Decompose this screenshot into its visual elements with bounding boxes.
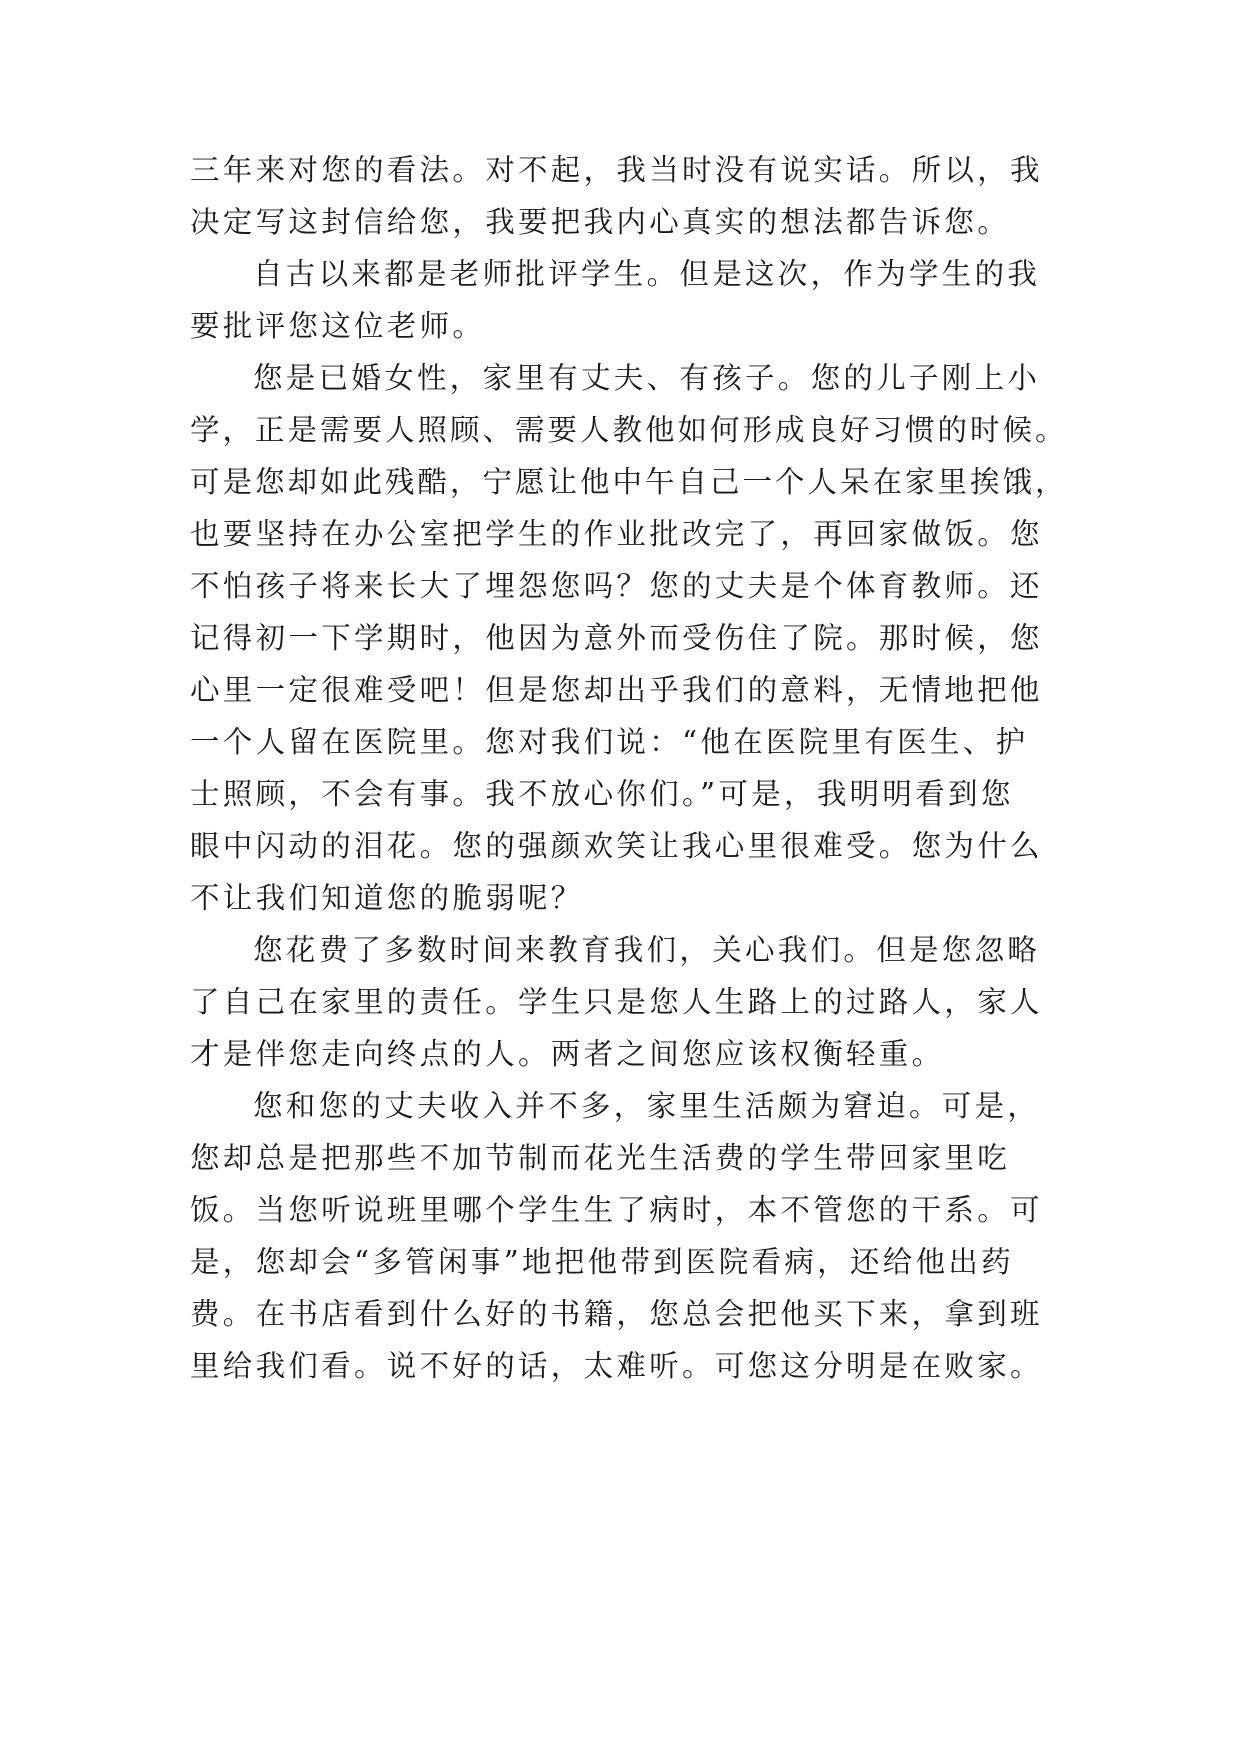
text-line: 饭。当您听说班里哪个学生生了病时，本不管您的干系。可: [190, 1193, 1043, 1227]
text-line: 要批评您这位老师。: [190, 309, 486, 343]
text-line: 是，您却会“多管闲事”地把他带到医院看病，还给他出药: [190, 1245, 1014, 1279]
text-line: 士照顾，不会有事。我不放心你们。”可是，我明明看到您: [190, 777, 1014, 811]
text-line: 记得初一下学期时，他因为意外而受伤住了院。那时候，您: [190, 621, 1043, 655]
text-line: 心里一定很难受吧！但是您却出乎我们的意料，无情地把他: [190, 673, 1043, 707]
text-line: 三年来对您的看法。对不起，我当时没有说实话。所以，我: [190, 153, 1043, 187]
text-line: 学，正是需要人照顾、需要人教他如何形成良好习惯的时候。: [190, 413, 1068, 447]
text-line: 费。在书店看到什么好的书籍，您总会把他买下来，拿到班: [190, 1297, 1043, 1331]
paragraph-first-line: 您是已婚女性，家里有丈夫、有孩子。您的儿子刚上小: [253, 361, 1041, 395]
text-line: 了自己在家里的责任。学生只是您人生路上的过路人，家人: [190, 985, 1043, 1019]
text-line: 里给我们看。说不好的话，太难听。可您这分明是在败家。: [190, 1349, 1043, 1383]
text-line: 不怕孩子将来长大了埋怨您吗？您的丈夫是个体育教师。还: [190, 569, 1043, 603]
paragraph-first-line: 自古以来都是老师批评学生。但是这次，作为学生的我: [253, 257, 1041, 291]
paragraph-first-line: 您花费了多数时间来教育我们，关心我们。但是您忽略: [253, 933, 1041, 967]
text-line: 眼中闪动的泪花。您的强颜欢笑让我心里很难受。您为什么: [190, 829, 1043, 863]
text-line: 决定写这封信给您，我要把我内心真实的想法都告诉您。: [190, 205, 1011, 239]
text-line: 不让我们知道您的脆弱呢？: [190, 881, 584, 915]
text-line: 也要坚持在办公室把学生的作业批改完了，再回家做饭。您: [190, 517, 1043, 551]
text-line: 才是伴您走向终点的人。两者之间您应该权衡轻重。: [190, 1037, 945, 1071]
text-line: 可是您却如此残酷，宁愿让他中午自己一个人呆在家里挨饿，: [190, 465, 1068, 499]
paragraph-first-line: 您和您的丈夫收入并不多，家里生活颇为窘迫。可是，: [253, 1089, 1041, 1123]
text-line: 您却总是把那些不加节制而花光生活费的学生带回家里吃: [190, 1141, 1011, 1175]
text-line: 一个人留在医院里。您对我们说：“他在医院里有医生、护: [190, 725, 1029, 759]
